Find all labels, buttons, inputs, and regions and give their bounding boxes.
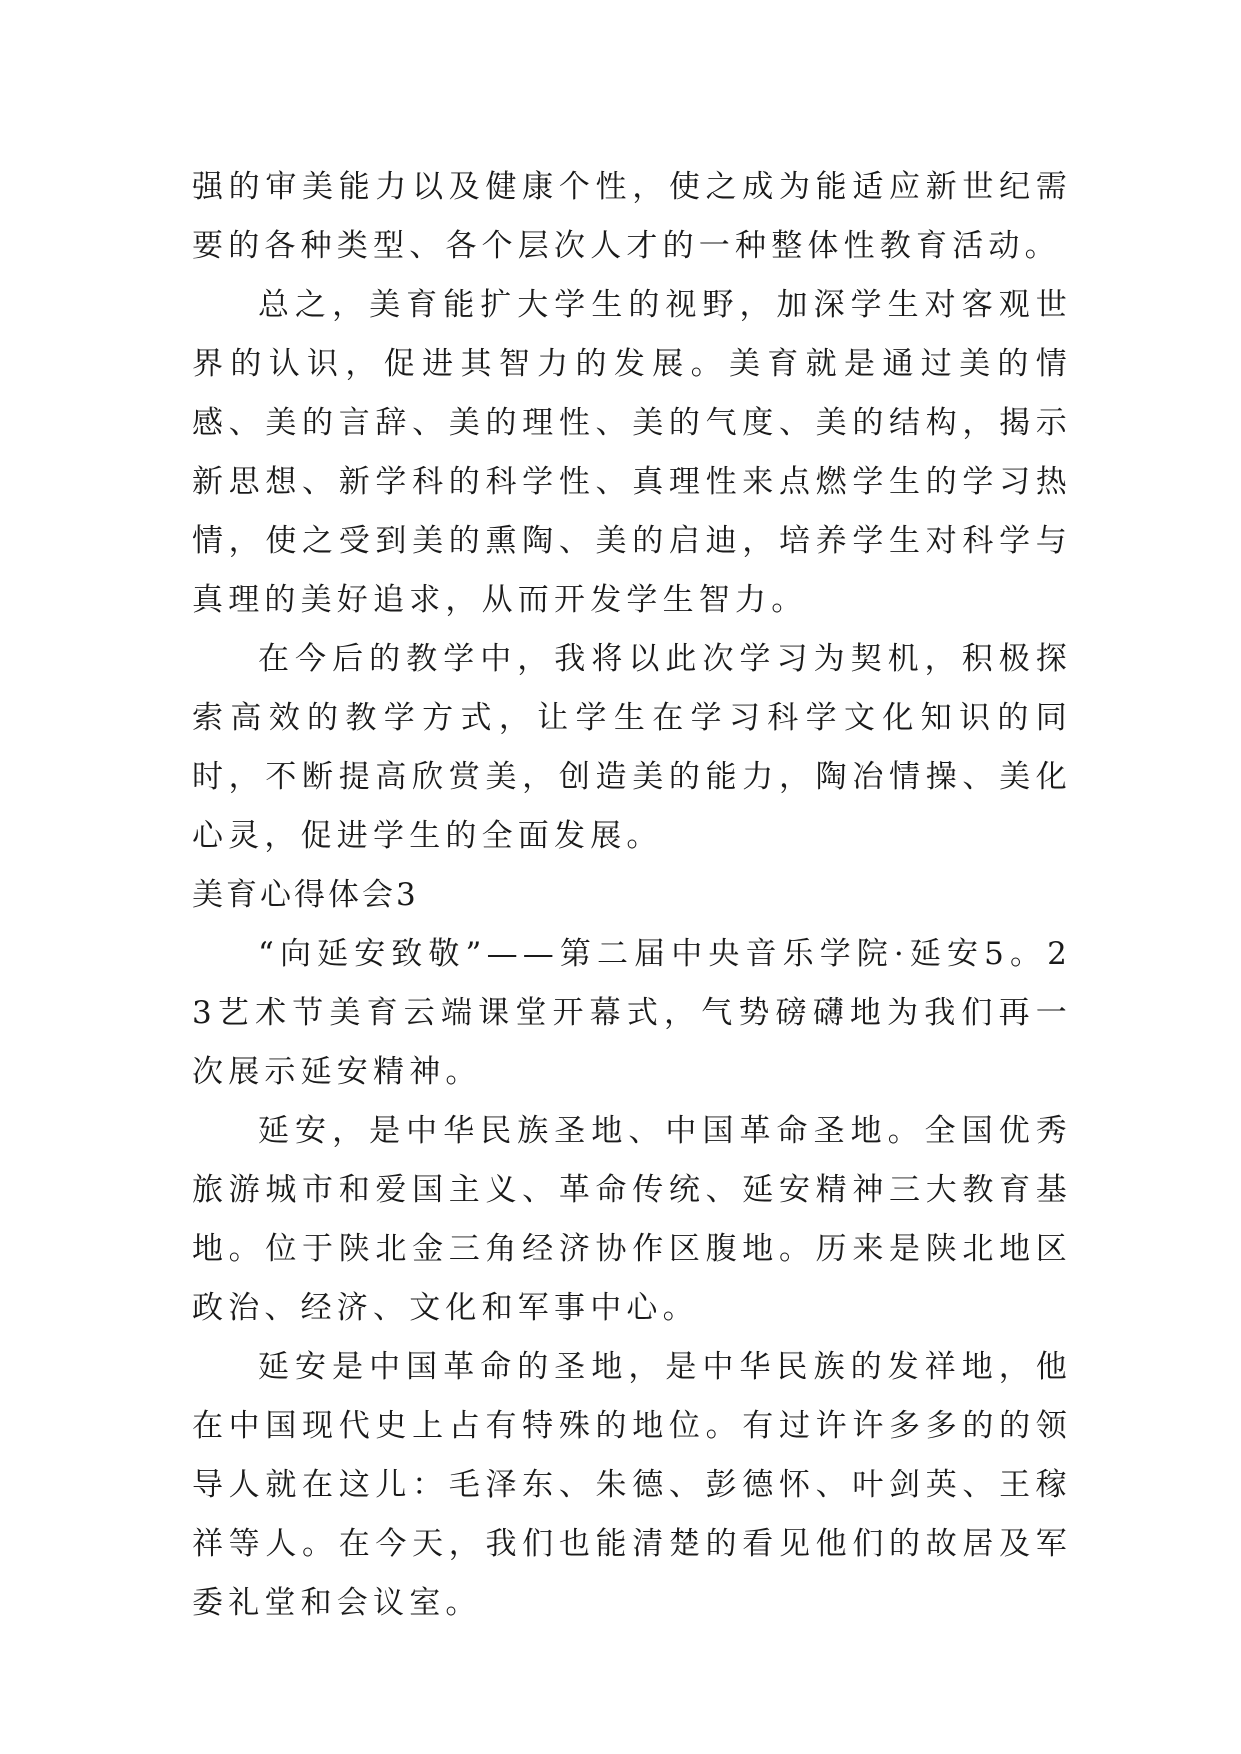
paragraph-yanan-salute: “向延安致敬”——第二届中央音乐学院·延安5。23艺术节美育云端课堂开幕式，气势磅礴地为我们再一次展示延安精神。 bbox=[192, 936, 1072, 1090]
paragraph-summary: 总之，美育能扩大学生的视野，加深学生对客观世界的认识，促进其智力的发展。美育就是通过美的情感、美的言辞、美的理性、美的气度、美的结构，揭示新思想、新学科的科学性、真理性来点燃学生的学习热情，使之受到美的熏陶、美的启迪，培养学生对科学与真理的美好追求，从而开发学生智力。 bbox=[192, 287, 1072, 618]
paragraph-yanan-history: 延安是中国革命的圣地，是中华民族的发祥地，他在中国现代史上占有特殊的地位。有过许许多多的的领导人就在这儿：毛泽东、朱德、彭德怀、叶剑英、王稼祥等人。在今天，我们也能清楚的看见他们的故居及军委礼堂和会议室。 bbox=[192, 1349, 1072, 1621]
document-body bbox=[192, 158, 1072, 1633]
section-heading: 美育心得体会3 bbox=[192, 877, 419, 913]
paragraph-future-teaching: 在今后的教学中，我将以此次学习为契机，积极探索高效的教学方式，让学生在学习科学文化知识的同时，不断提高欣赏美，创造美的能力，陶冶情操、美化心灵，促进学生的全面发展。 bbox=[192, 641, 1072, 854]
paragraph-continuation: 强的审美能力以及健康个性，使之成为能适应新世纪需要的各种类型、各个层次人才的一种整体性教育活动。 bbox=[192, 169, 1072, 264]
paragraph-yanan-introduction: 延安，是中华民族圣地、中国革命圣地。全国优秀旅游城市和爱国主义、革命传统、延安精神三大教育基地。位于陕北金三角经济协作区腹地。历来是陕北地区政治、经济、文化和军事中心。 bbox=[192, 1113, 1072, 1326]
